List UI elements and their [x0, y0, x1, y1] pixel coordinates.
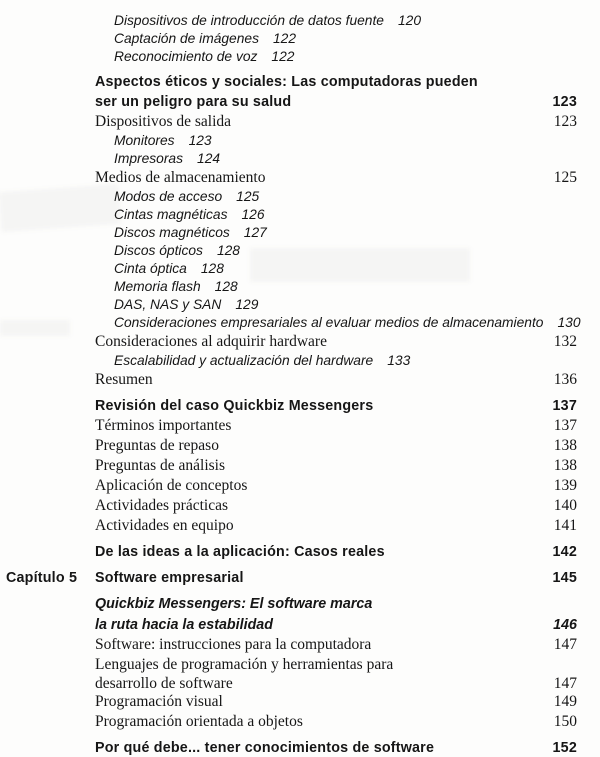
toc-page-number: 123	[552, 94, 577, 110]
toc-entry-text: Cinta óptica	[114, 261, 187, 276]
toc-row	[0, 516, 600, 536]
toc-row	[0, 712, 600, 732]
toc-page-number: 120	[397, 13, 422, 28]
toc-page-number: 122	[272, 31, 296, 46]
toc-row	[0, 396, 600, 416]
toc-entry-text: Impresoras	[114, 151, 184, 166]
toc-page-number: 145	[552, 570, 577, 586]
toc-row	[0, 456, 600, 476]
toc-entry-text: Por qué debe... tener conocimientos de software	[95, 740, 435, 756]
toc-entry-text: desarrollo de software	[95, 675, 233, 692]
toc-page-number: 147	[553, 675, 577, 692]
toc-entry-text: Reconocimiento de voz	[114, 49, 258, 64]
toc-row	[0, 296, 600, 314]
toc-page-number: 150	[553, 713, 577, 730]
toc-entry-text: Actividades en equipo	[95, 517, 234, 534]
toc-entry-text: Resumen	[95, 371, 153, 388]
toc-row	[0, 615, 600, 636]
toc-row	[0, 314, 600, 332]
toc-page-number: 149	[553, 693, 577, 710]
toc-page-number: 128	[214, 279, 238, 294]
toc-page-number: 139	[553, 477, 577, 494]
toc-row	[0, 542, 600, 562]
toc-entry-text: Quickbiz Messengers: El software marca	[95, 596, 373, 612]
toc-page-number: 146	[553, 616, 577, 633]
toc-entry-text: Monitores	[114, 133, 175, 148]
toc-row	[0, 132, 600, 150]
toc-entry-text: la ruta hacia la estabilidad	[95, 616, 273, 633]
toc-row	[0, 436, 600, 456]
toc-entry-text: Memoria flash	[114, 279, 201, 294]
toc-page-number: 140	[553, 497, 577, 514]
toc-row	[0, 370, 600, 390]
toc-page-number: 136	[553, 371, 577, 388]
toc-row	[0, 188, 600, 206]
toc-page-number: 141	[553, 517, 577, 534]
toc-page-number: 133	[387, 353, 411, 368]
toc-row	[0, 168, 600, 188]
toc-entry-text: Software empresarial	[95, 570, 244, 586]
toc-row	[0, 738, 600, 757]
toc-page-number: 126	[241, 207, 265, 222]
toc-page-number: 147	[553, 636, 577, 653]
toc-row	[0, 675, 600, 692]
toc-entry-text: DAS, NAS y SAN	[114, 297, 222, 312]
toc-entry-text: Consideraciones al adquirir hardware	[95, 333, 327, 350]
toc-row	[0, 476, 600, 496]
toc-row	[0, 655, 600, 675]
toc-row	[0, 242, 600, 260]
toc-entry-text: Aspectos éticos y sociales: Las computadoras pueden	[95, 74, 478, 90]
toc-row	[0, 416, 600, 436]
toc-page-number: 128	[200, 261, 224, 276]
toc-page-number: 137	[553, 417, 577, 434]
toc-entry-text: Dispositivos de salida	[95, 113, 232, 130]
toc-entry-text: Medios de almacenamiento	[95, 169, 266, 186]
toc-row	[0, 260, 600, 278]
toc-page-number: 130	[557, 315, 581, 330]
toc-entry-text: Actividades prácticas	[95, 497, 228, 514]
toc-entry-text: Preguntas de análisis	[95, 457, 226, 474]
toc-page-number: 129	[235, 297, 259, 312]
chapter-label: Capítulo 5	[6, 570, 78, 586]
toc-page-number: 127	[243, 225, 267, 240]
toc-row	[0, 112, 600, 132]
toc-row	[0, 150, 600, 168]
toc-entry-text: Cintas magnéticas	[114, 207, 228, 222]
toc-page-number: 132	[553, 333, 577, 350]
toc-row	[0, 635, 600, 655]
toc-row	[0, 692, 600, 712]
toc-page-number: 142	[552, 544, 577, 560]
toc-entry-text: Escalabilidad y actualización del hardware	[114, 353, 374, 368]
toc-page-number: 138	[553, 437, 577, 454]
toc-entry-text: Preguntas de repaso	[95, 437, 219, 454]
toc-entry-text: Discos ópticos	[114, 243, 203, 258]
toc-page-number: 152	[552, 740, 577, 756]
toc-entry-list	[0, 12, 600, 757]
toc-page-number: 128	[216, 243, 240, 258]
toc-entry-text: Discos magnéticos	[114, 225, 230, 240]
toc-page-number: 125	[553, 169, 577, 186]
toc-row	[0, 594, 600, 615]
toc-row	[0, 496, 600, 516]
toc-row	[0, 30, 600, 48]
toc-entry-text: Software: instrucciones para la computadora	[95, 636, 372, 653]
toc-page-number: 124	[197, 151, 221, 166]
toc-entry-text: Consideraciones empresariales al evaluar medios de almacenamiento	[114, 315, 544, 330]
toc-entry-text: Modos de acceso	[114, 189, 223, 204]
toc-page-number: 138	[553, 457, 577, 474]
toc-page-number: 125	[236, 189, 260, 204]
toc-row	[0, 568, 600, 588]
toc-entry-text: Términos importantes	[95, 417, 232, 434]
toc-page-number: 123	[553, 113, 577, 130]
toc-entry-text: De las ideas a la aplicación: Casos reales	[95, 544, 385, 560]
toc-row	[0, 92, 600, 112]
toc-row	[0, 48, 600, 66]
toc-page-number: 137	[552, 398, 577, 414]
toc-row	[0, 352, 600, 370]
toc-page-number: 122	[271, 49, 295, 64]
toc-entry-text: Aplicación de conceptos	[95, 477, 248, 494]
toc-row	[0, 12, 600, 30]
toc-entry-text: Captación de imágenes	[114, 31, 259, 46]
toc-row	[0, 72, 600, 92]
toc-row	[0, 332, 600, 352]
toc-entry-text: Lenguajes de programación y herramientas para	[95, 656, 394, 673]
toc-entry-text: Dispositivos de introducción de datos fuente	[114, 13, 384, 28]
toc-entry-text: ser un peligro para su salud	[95, 94, 292, 110]
toc-entry-text: Programación visual	[95, 693, 223, 710]
toc-row	[0, 206, 600, 224]
toc-page-number: 123	[188, 133, 212, 148]
toc-row	[0, 224, 600, 242]
toc-entry-text: Programación orientada a objetos	[95, 713, 303, 730]
toc-entry-text: Revisión del caso Quickbiz Messengers	[95, 398, 374, 414]
toc-row	[0, 278, 600, 296]
